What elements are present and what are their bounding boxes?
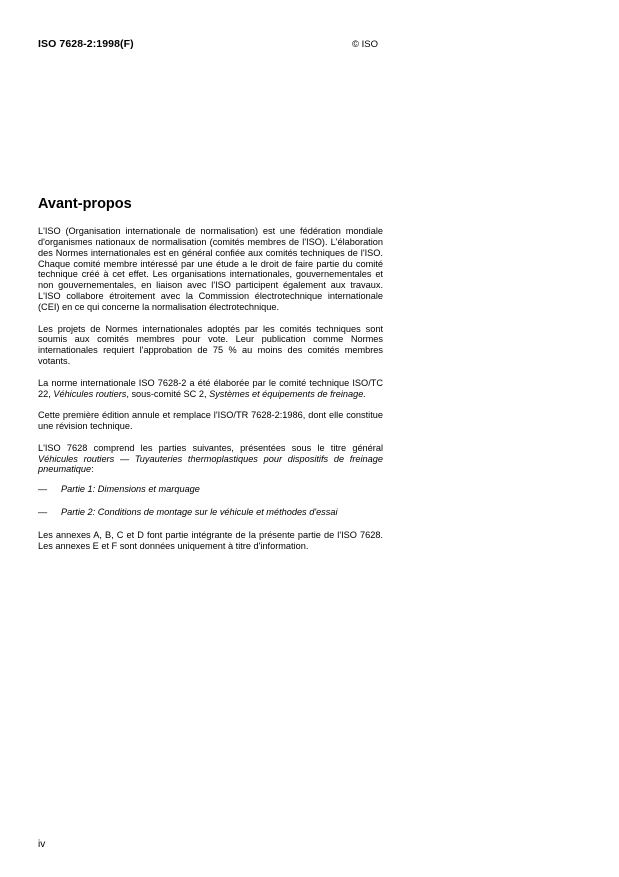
list-item-text: Partie 1: Dimensions et marquage: [61, 484, 200, 495]
copyright-notice: © ISO: [352, 39, 379, 50]
paragraph-committee: [38, 378, 383, 400]
paragraph-voting: Les projets de Normes internationales adoptés par les comités techniques sont soumis aux comités membres pour vote. Leur publication comme Normes internationales requiert l'approbation de 75 % au moins des comités membres votants.: [38, 323, 383, 367]
paragraph-annexes: Les annexes A, B, C et D font partie intégrante de la présente partie de l'ISO 7628. Les annexes E et F sont données uniquement à titre d'information.: [38, 530, 383, 552]
standard-reference: ISO 7628-2:1998(F): [38, 38, 134, 50]
list-item-text: Partie 2: Conditions de montage sur le véhicule et méthodes d'essai: [61, 507, 338, 518]
paragraph-edition: Cette première édition annule et remplace l'ISO/TR 7628-2:1986, dont elle constitue une révision technique.: [38, 410, 383, 432]
subcommittee-text: , sous-comité SC 2,: [126, 388, 210, 399]
list-dash: —: [38, 507, 48, 518]
page-title: Avant-propos: [38, 196, 132, 212]
page-number: iv: [38, 839, 46, 850]
list-item: [38, 484, 383, 495]
parts-colon: :: [91, 464, 94, 475]
paragraph-iso-intro: L'ISO (Organisation internationale de normalisation) est une fédération mondiale d'organismes nationaux de normalisation (comités membres de l'ISO). L'élaboration des Normes internationales est en général confiée aux comités techniques de l'ISO. Chaque comité membre intéressé par une étude a le droit de faire partie du comité technique créé à cet effet. Les organisations internationales, gouvernementales et non gouvernementales, en liaison avec l'ISO participent également aux travaux. L'ISO collabore étroitement avec la Commission électrotechnique internationale (CEI) en ce qui concerne la normalisation électrotechnique.: [38, 226, 383, 312]
general-title: Véhicules routiers — Tuyauteries thermoplastiques pour dispositifs de freinage pneumatique: [38, 453, 383, 475]
foreword-body: [38, 226, 383, 563]
committee-text: La norme internationale ISO 7628-2 a été élaborée par le comité technique ISO/TC 22,: [38, 377, 383, 399]
list-dash: —: [38, 484, 48, 495]
subcommittee-name: Systèmes et équipements de freinage.: [209, 388, 366, 399]
paragraph-parts: [38, 443, 383, 476]
list-item: [38, 507, 383, 518]
committee-name: Véhicules routiers: [53, 388, 127, 399]
parts-intro-text: L'ISO 7628 comprend les parties suivantes, présentées sous le titre général: [38, 442, 383, 453]
